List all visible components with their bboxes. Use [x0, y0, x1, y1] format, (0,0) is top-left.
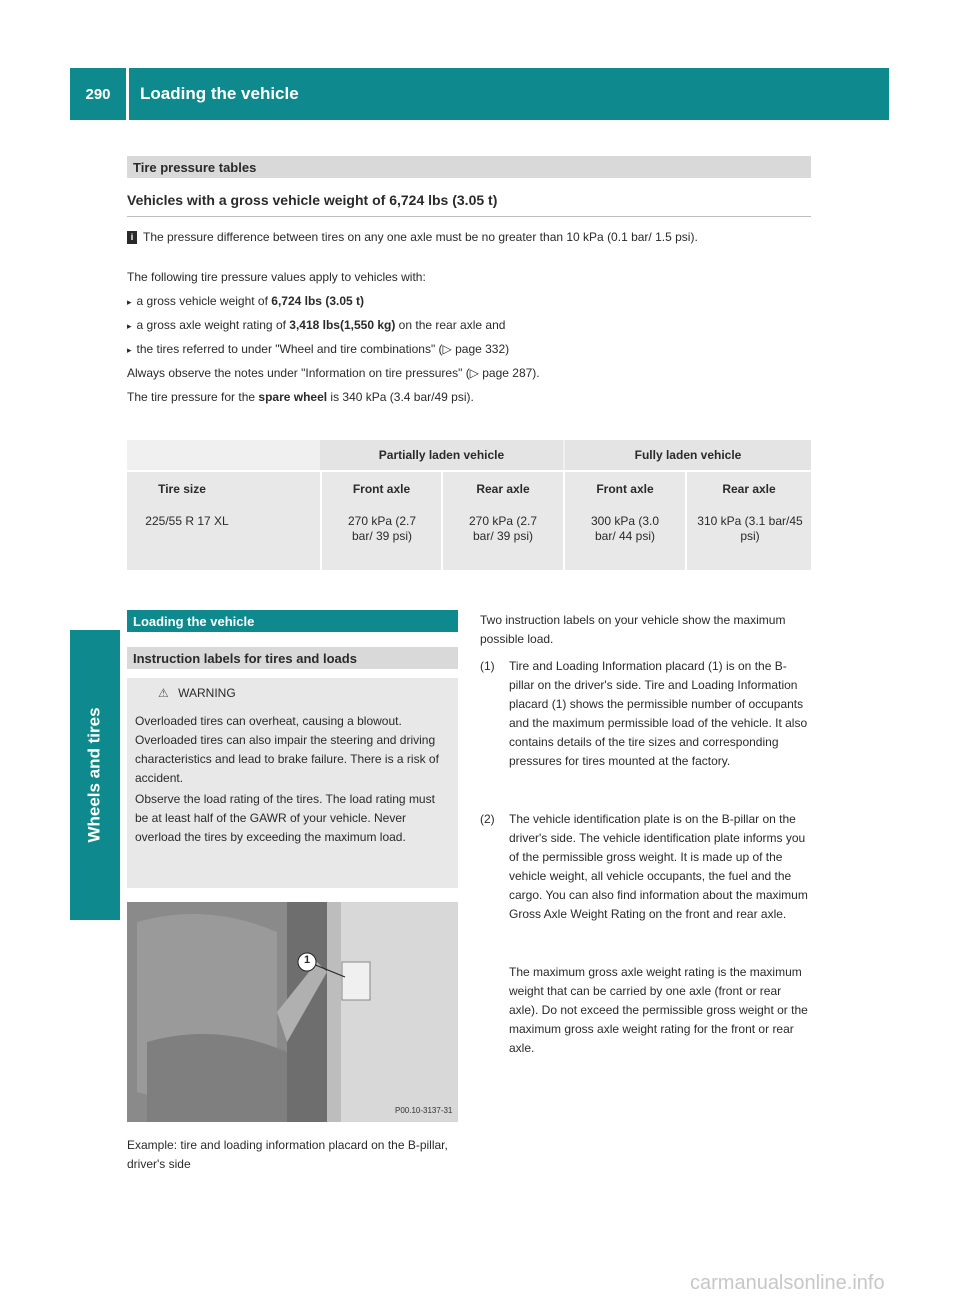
subheading: Vehicles with a gross vehicle weight of 6,724 lbs (3.05 t) [127, 192, 498, 208]
column-header: Rear axle [722, 482, 776, 496]
list-number: (2) [480, 812, 495, 826]
observe-text: Always observe the notes under "Information on tire pressures" (▷ page 287). [127, 366, 540, 380]
group-header: Partially laden vehicle [378, 448, 505, 462]
page-number: 290 [85, 85, 111, 103]
intro-text: The following tire pressure values apply to vehicles with: [127, 270, 426, 284]
header-divider [126, 68, 129, 120]
warning-title: WARNING [178, 686, 236, 700]
note-text: The pressure difference between tires on any one axle must be no greater than 10 kPa (0.1 bar/ 1.5 psi). [143, 230, 698, 244]
sub-banner: Instruction labels for tires and loads [127, 647, 458, 669]
side-tab-label: Wheels and tires [85, 707, 105, 843]
list-item: ▸ a gross vehicle weight of 6,724 lbs (3.05 t) [127, 292, 364, 312]
section-banner: Loading the vehicle [127, 610, 458, 632]
watermark: carmanualsonline.info [690, 1272, 885, 1294]
table-cell: 310 kPa (3.1 bar/45 psi) [697, 514, 803, 543]
placard-photo [127, 902, 458, 1122]
photo-caption: Example: tire and loading information placard on the B-pillar, driver's side [127, 1138, 448, 1171]
table-cell: 300 kPa (3.0 bar/ 44 psi) [590, 514, 660, 543]
photo-illustration [127, 902, 458, 1122]
info-icon: i [127, 231, 137, 244]
column-header: Tire size [158, 482, 206, 496]
list-item-text: The vehicle identification plate is on the B-pillar on the driver's side. The vehicle identification plate informs you of the permissible gross weight. It is made up of the vehicle weight, all vehicle occupants, the fuel and the cargo. You can also find information about the maximum Gross Axle Weight Rating on the front and rear axle. [509, 812, 808, 921]
column-header: Front axle [352, 482, 411, 496]
side-tab-label-wrap [70, 630, 120, 920]
photo-callout: 1 [303, 954, 311, 966]
list-item-text: The maximum gross axle weight rating is the maximum weight that can be carried by one axle (front or rear axle). Do not exceed the permissible gross weight or the maximum gross axle weight rating for the front or rear axle. [509, 965, 808, 1055]
group-header: Fully laden vehicle [634, 448, 742, 462]
table-cell: 270 kPa (2.7 bar/ 39 psi) [468, 514, 538, 543]
section-heading: Tire pressure tables [127, 156, 811, 178]
table-cell: 270 kPa (2.7 bar/ 39 psi) [347, 514, 417, 543]
warning-icon: ⚠ [158, 686, 169, 700]
warning-text: Observe the load rating of the tires. The load rating must be at least half of the GAWR of your vehicle. Never overload the tires by exceeding the maximum load. [135, 792, 435, 844]
spare-text: The tire pressure for the spare wheel is 340 kPa (3.4 bar/49 psi). [127, 390, 474, 404]
warning-heading [158, 686, 236, 700]
list-item-text: Tire and Loading Information placard (1) is on the B-pillar on the driver's side. Tire and Loading Information placard (1) shows the permissible number of occupants and the maximum permissible load of the vehicle. It also contains details of the tire sizes and corresponding pressures for tires mounted at the factory. [509, 659, 808, 768]
table-cell: 225/55 R 17 XL [145, 514, 229, 528]
photo-code: P00.10-3137-31 [395, 1106, 453, 1115]
page-title: Loading the vehicle [140, 84, 299, 103]
divider [127, 216, 811, 217]
column-header: Front axle [596, 482, 654, 496]
list-number: (1) [480, 659, 495, 673]
list-item: ▸ the tires referred to under "Wheel and tire combinations" (▷ page 332) [127, 340, 509, 360]
warning-text: Overloaded tires can overheat, causing a blowout. Overloaded tires can also impair the steering and driving characteristics and lead to brake failure. There is a risk of accident. [135, 714, 439, 785]
tire-pressure-table [127, 440, 811, 570]
right-intro: Two instruction labels on your vehicle show the maximum possible load. [480, 613, 786, 646]
list-item: ▸ a gross axle weight rating of 3,418 lbs(1,550 kg) on the rear axle and [127, 316, 505, 336]
column-header: Rear axle [476, 482, 530, 496]
